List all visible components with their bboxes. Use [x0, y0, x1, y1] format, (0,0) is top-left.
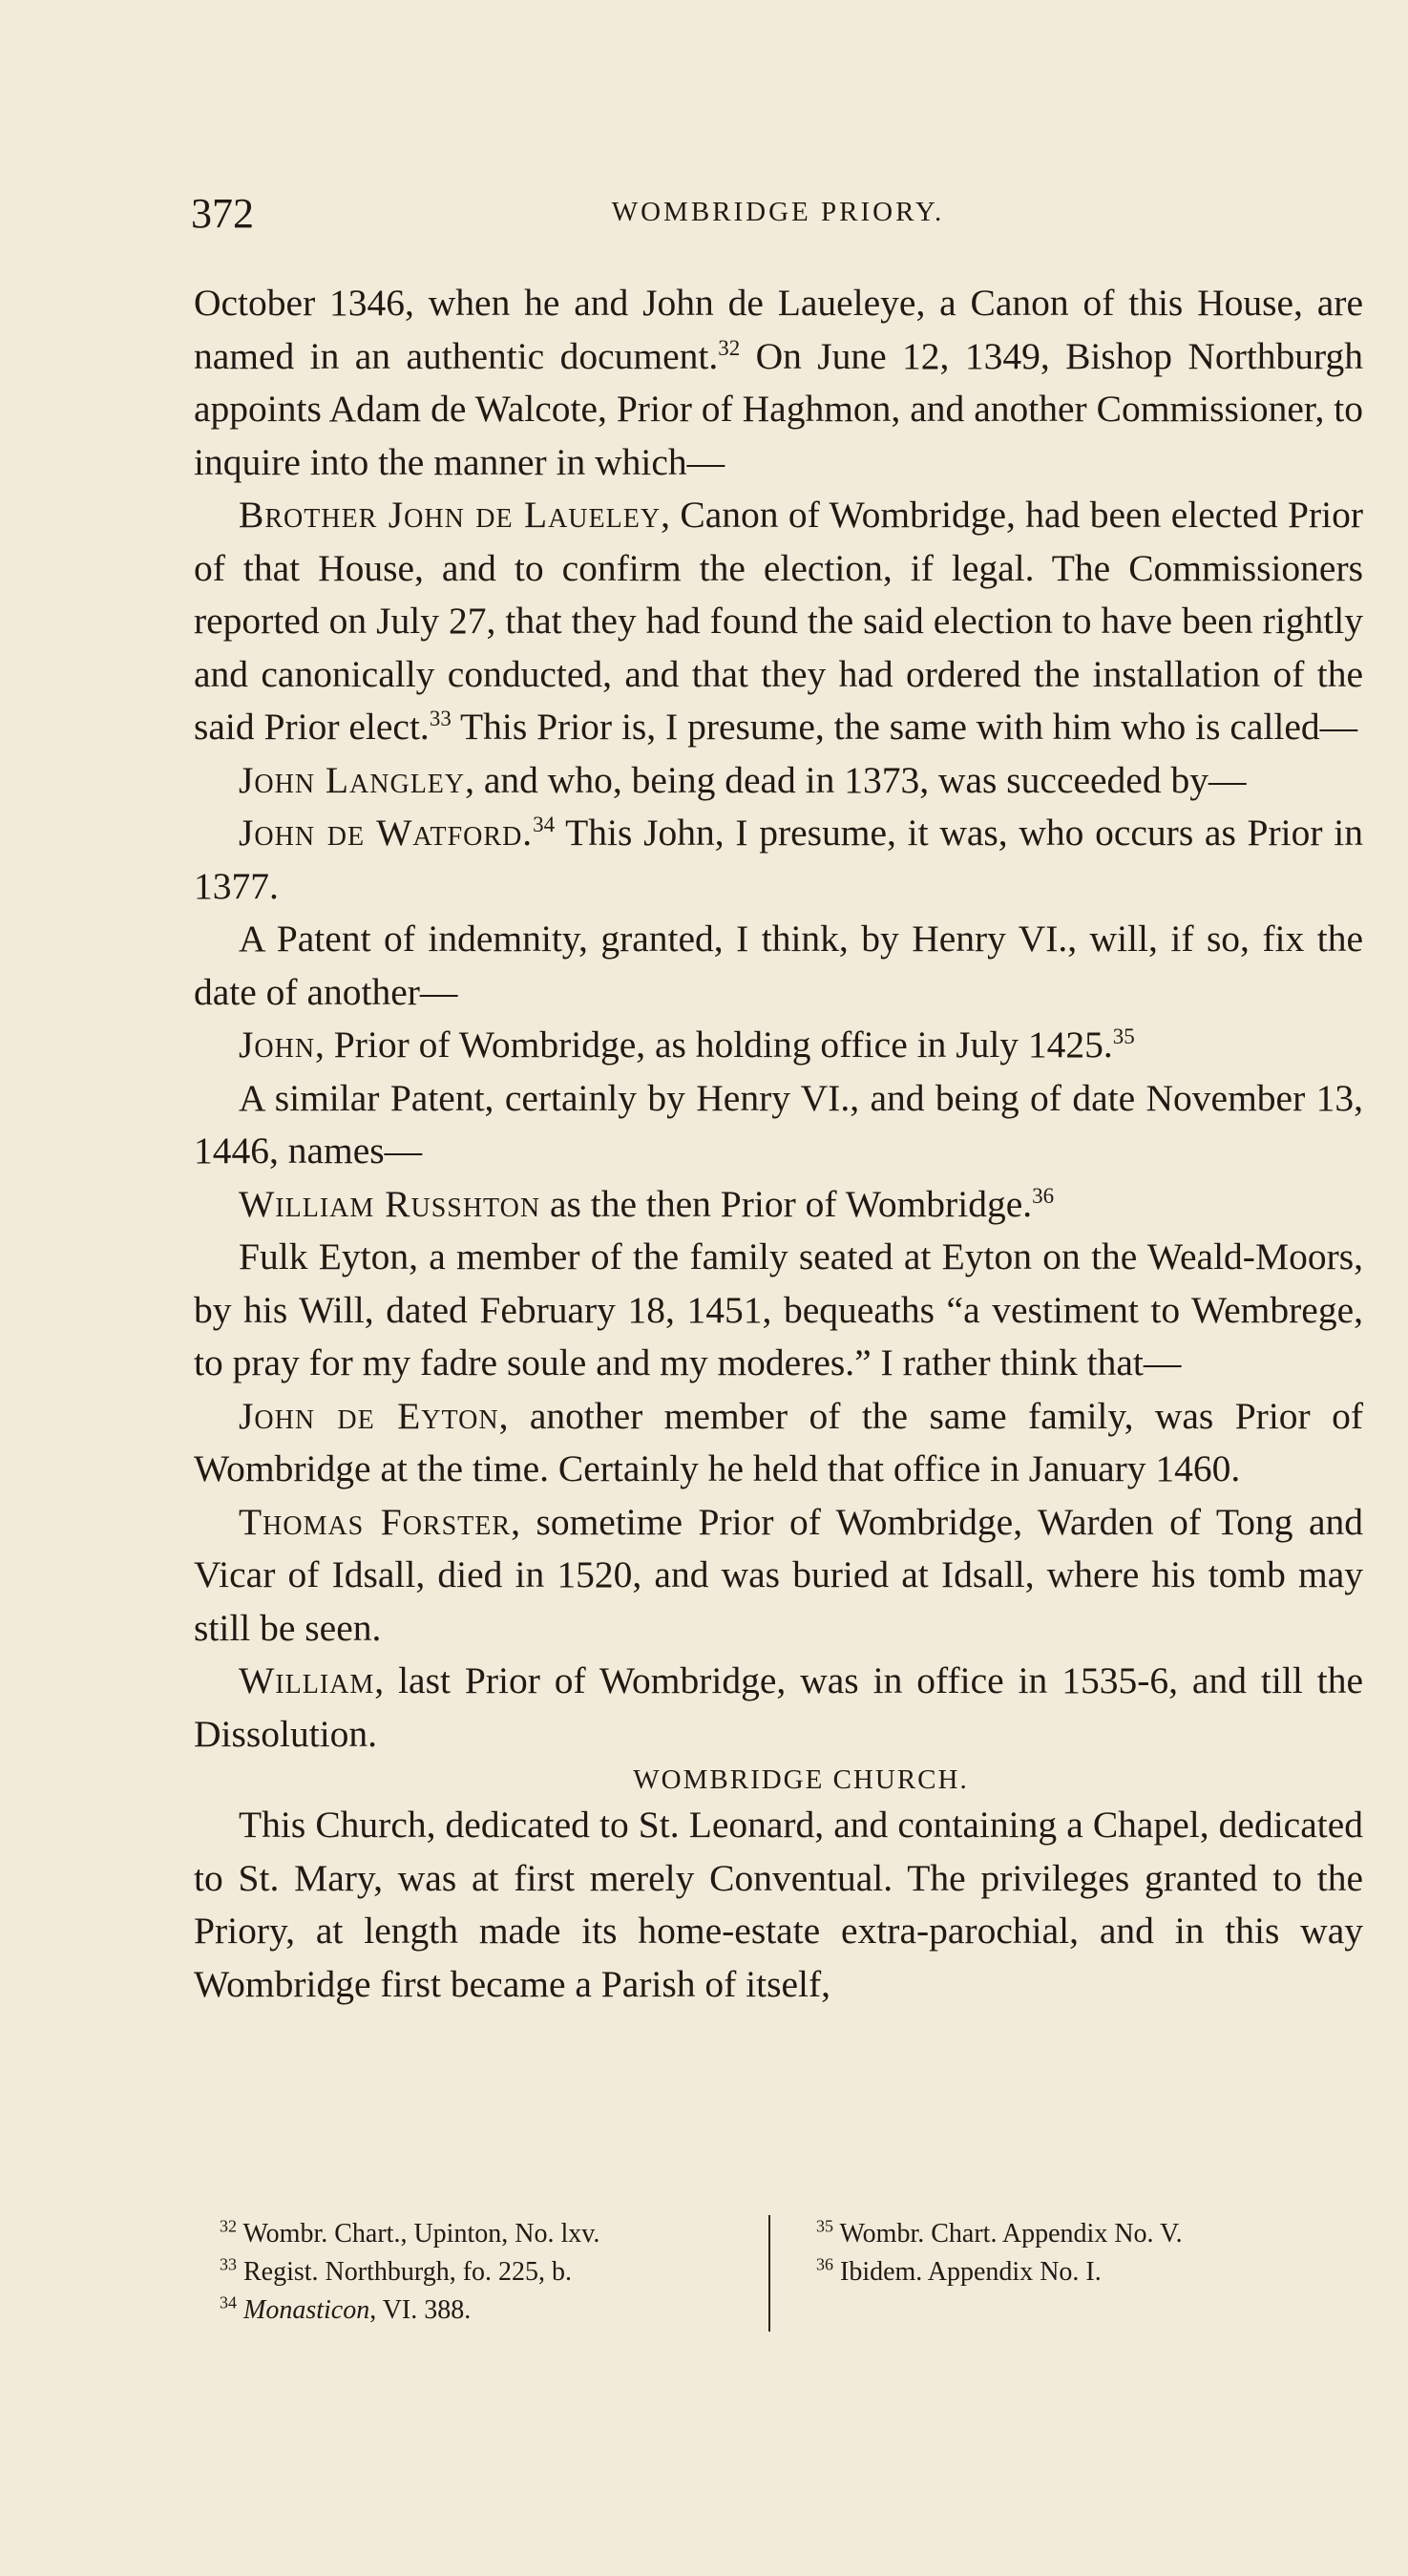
text-run: , Canon of Wombridge, had been elected Prior of that House, and to confirm the election, if legal. The Commissioners reported on July 27, that they had found the said election to have been rightly and canonically conducted, and that they had ordered the installation of the said Prior elect.: [194, 494, 1363, 748]
paragraph: [194, 807, 1363, 913]
running-title: WOMBRIDGE PRIORY.: [611, 197, 945, 227]
text-run: A similar Patent, certainly by Henry VI., and being of date November 13, 1446, names—: [194, 1076, 1363, 1172]
section-heading: WOMBRIDGE CHURCH.: [633, 1764, 969, 1795]
text-run: This John, I presume, it was, who occurs as Prior in 1377.: [194, 812, 1363, 907]
prior-name: John: [239, 1024, 316, 1066]
footnote-ref: 32: [718, 335, 741, 360]
footnote: [816, 2253, 1351, 2291]
prior-name: John de Eyton: [239, 1394, 499, 1437]
paragraph: [194, 1799, 1363, 2011]
footnote-divider: [768, 2215, 770, 2332]
footnote-number: 33: [220, 2254, 237, 2274]
text-run: , sometime Prior of Wombridge, Warden of Tong and Vicar of Idsall, died in 1520, and was buried at Idsall, where his tomb may still be seen.: [194, 1500, 1363, 1649]
text-run: On June 12, 1349, Bishop Northburgh appoints Adam de Walcote, Prior of Haghmon, and another Commissioner, to inquire into the manner in which—: [194, 334, 1363, 483]
footnotes-right-column: [816, 2215, 1351, 2291]
footnote-ref: 35: [1112, 1024, 1135, 1048]
text-run: as the then Prior of Wombridge.: [540, 1182, 1033, 1225]
page-number: 372: [191, 190, 254, 237]
footnote: [220, 2253, 754, 2291]
text-run: , Prior of Wombridge, as holding office in July 1425.: [315, 1024, 1113, 1066]
prior-name: John Langley: [239, 758, 466, 801]
text-run: This Prior is, I presume, the same with him who is called—: [451, 706, 1358, 748]
prior-name: Brother John de Laueley: [239, 494, 662, 536]
text-run: , and who, being dead in 1373, was succeeded by—: [465, 758, 1247, 801]
paragraph: [194, 1019, 1363, 1072]
footnote: [220, 2215, 754, 2253]
text-run: , another member of the same family, was Prior of Wombridge at the time. Certainly he held that office in January 1460.: [194, 1394, 1363, 1489]
paragraph: [194, 277, 1363, 489]
text-run: , last Prior of Wombridge, was in office in 1535-6, and till the Dissolution.: [194, 1659, 1363, 1755]
footnote-ref: 34: [533, 812, 556, 836]
paragraph: [194, 1390, 1363, 1496]
text-run: A Patent of indemnity, granted, I think, by Henry VI., will, if so, fix the date of another—: [194, 918, 1363, 1013]
footnotes-left-column: [220, 2215, 754, 2330]
paragraph: [194, 1655, 1363, 1761]
footnote-number: 32: [220, 2216, 237, 2236]
prior-name: John de Watford.: [239, 812, 534, 854]
text-run: Fulk Eyton, a member of the family seated at Eyton on the Weald-Moors, by his Will, dated February 18, 1451, bequeaths “a vestiment to Wembrege, to pray for my fadre soule and my moderes.” I rather think that—: [194, 1235, 1363, 1383]
footnotes: [196, 2215, 1365, 2330]
footnote-text: Wombr. Chart., Upinton, No. lxv.: [242, 2219, 600, 2249]
paragraph: [194, 1231, 1363, 1390]
footnote-text: , VI. 388.: [369, 2295, 472, 2325]
footnote-text: Ibidem. Appendix No. I.: [840, 2257, 1102, 2287]
prior-name: William: [239, 1659, 375, 1701]
text-run: This Church, dedicated to St. Leonard, and containing a Chapel, dedicated to St. Mary, was at first merely Conventual. The privileges granted to the Priory, at length made its home-estate extra-parochial, and in this way Wombridge first became a Parish of itself,: [194, 1804, 1363, 2005]
footnote-text: Regist. Northburgh, fo. 225, b.: [243, 2257, 573, 2287]
prior-name: William Russhton: [239, 1182, 541, 1225]
footnote-italic-title: Monasticon: [243, 2295, 370, 2325]
paragraph: [194, 1178, 1363, 1232]
text-run: October 1346, when he and John de Laueleye, a Canon of this House, are named in an authentic document.: [194, 282, 1363, 377]
paragraph: [194, 489, 1363, 754]
footnote-number: 34: [220, 2292, 237, 2312]
footnote-text: Wombr. Chart. Appendix No. V.: [839, 2219, 1183, 2249]
footnote-number: 35: [816, 2216, 833, 2236]
paragraph: [194, 913, 1363, 1019]
body-text: [194, 277, 1363, 2011]
paragraph: [194, 754, 1363, 808]
footnote-ref: 33: [429, 706, 452, 730]
footnote: [816, 2215, 1351, 2253]
page-header: [191, 189, 1365, 246]
footnote-number: 36: [816, 2254, 833, 2274]
paragraph: [194, 1496, 1363, 1656]
paragraph: [194, 1072, 1363, 1178]
footnote: [220, 2291, 754, 2330]
prior-name: Thomas Forster: [239, 1500, 512, 1543]
footnote-ref: 36: [1032, 1183, 1055, 1208]
